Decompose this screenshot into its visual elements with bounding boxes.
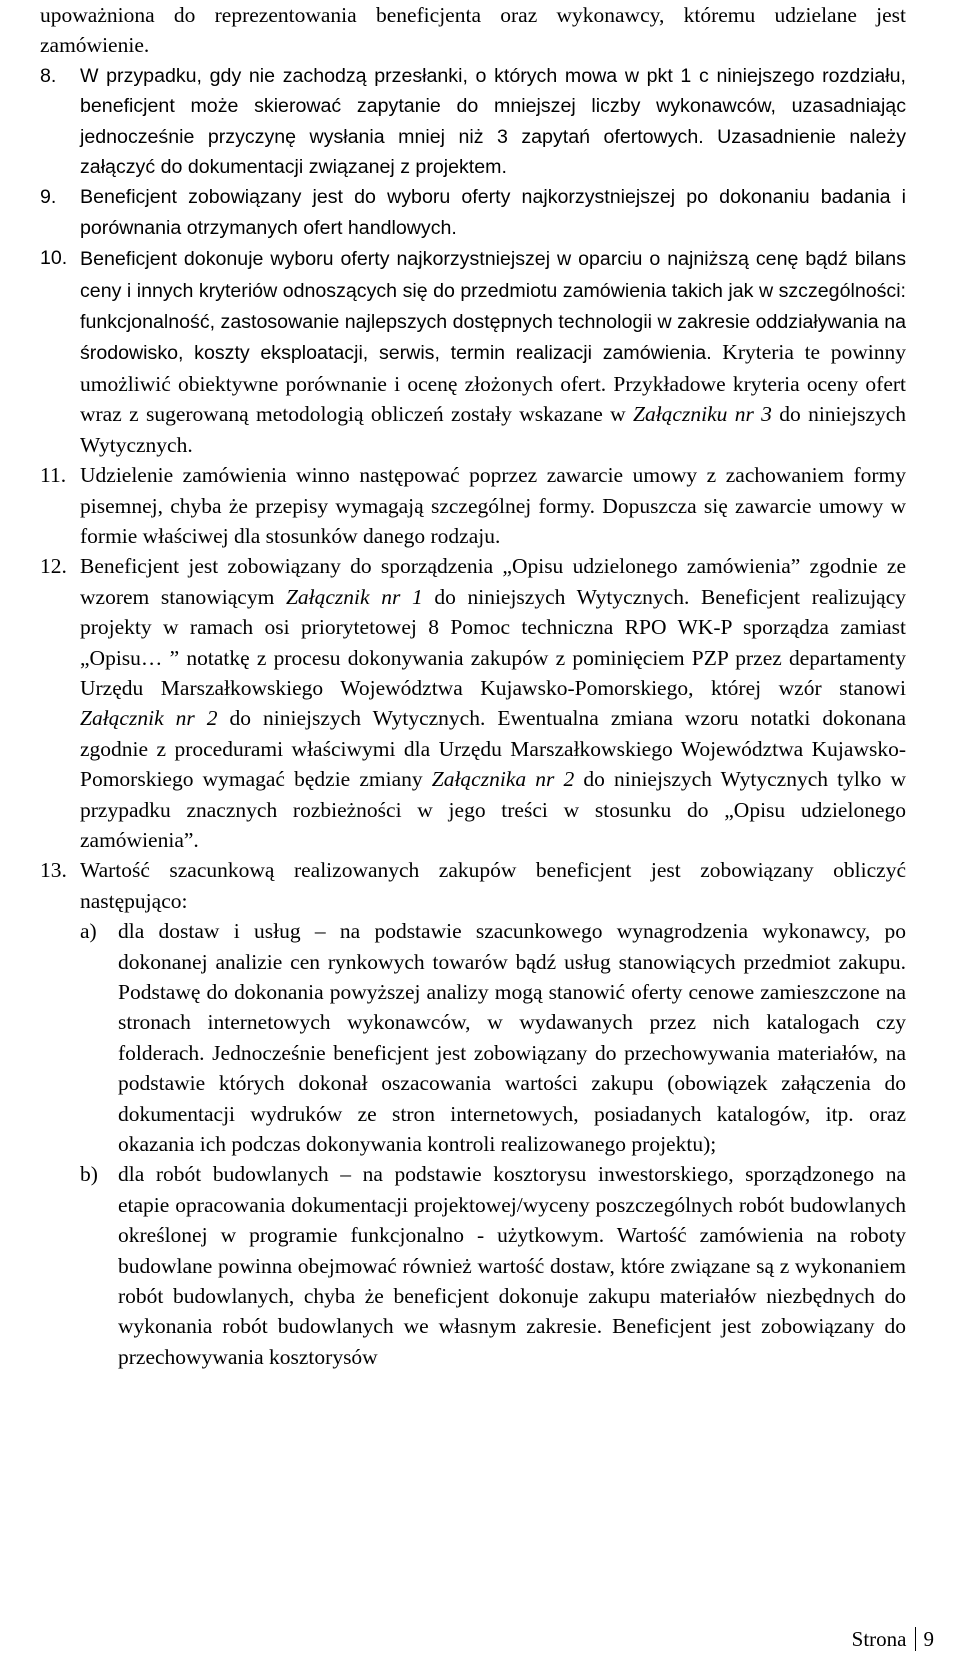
item-text: Beneficjent zobowiązany jest do wyboru oferty najkorzystniejszej po dokonaniu badania i porównania otrzymanych ofert handlowych.	[80, 186, 906, 239]
item-text-part: Kryteria te powinny umożliwić obiektywne porównanie i ocenę złożonych ofert. Przykładowe kryteria oceny ofert wraz z sugerowaną metodologią obliczeń zostały wskazane w	[80, 340, 906, 427]
sub-item-label: b)	[80, 1162, 98, 1187]
item-number: 12.	[40, 554, 67, 579]
item-text-part: Beneficjent dokonuje wyboru oferty najkorzystniejszej w oparciu o najniższą cenę bądź bilans ceny i innych kryteriów odnoszących się do przedmiotu zamówienia takich jak w szczególności: funkcjonalność, zastosowanie najlepszych dostępnych technologii w zakresie oddziaływania na środowisko, koszty eksploatacji, serwis, termin realizacji zamówienia.	[80, 248, 906, 365]
item-text-part: Beneficjent jest zobowiązany do sporządzenia „Opisu udzielonego zamówienia” zgodnie ze wzorem stanowiącym	[80, 554, 906, 609]
sub-item-b	[80, 1159, 906, 1372]
item-text-part: do niniejszych Wytycznych. Beneficjent realizujący projekty w ramach osi priorytetowej 8 Pomoc techniczna RPO WK-P sporządza zamiast „Opisu… ” notatkę z procesu dokonywania zakupów z pominięciem PZP przez departamenty Urzędu Marszałkowskiego Województwa Kujawsko-Pomorskiego, której wzór stanowi	[80, 584, 907, 700]
list-item-8	[40, 61, 906, 183]
footer-separator	[915, 1627, 916, 1651]
item-text: W przypadku, gdy nie zachodzą przesłanki, o których mowa w pkt 1 c niniejszego rozdziału, beneficjent może skierować zapytanie do mniejszej liczby wykonawców, uzasadniając jednocześnie przyczynę wysłania mniej niż 3 zapytań ofertowych. Uzasadnienie należy załączyć do dokumentacji związanej z projektem.	[80, 64, 906, 179]
sub-item-text: dla robót budowlanych – na podstawie kosztorysu inwestorskiego, sporządzonego na etapie opracowania dokumentacji projektowej/wyceny poszczególnych robót budowlanych określonej w programie funkcjonalno - użytkowym. Wartość zamówienia na roboty budowlane powinna obejmować również wartość dostaw, które związane są z wykonaniem robót budowlanych, chyba że beneficjent dokonuje zakupu materiałów niezbędnych do wykonania robót budowlanych we własnym zakresie. Beneficjent jest zobowiązany do przechowywania kosztorysów	[118, 1162, 906, 1369]
attachment-reference: Załącznik nr 1	[285, 584, 423, 609]
item-number: 11.	[40, 463, 67, 488]
item-number: 8.	[40, 64, 57, 87]
item-number: 9.	[40, 186, 57, 209]
list-item-13	[40, 855, 906, 916]
list-item-10	[40, 243, 906, 460]
item-text-part: do niniejszych Wytycznych tylko w przypadku znacznych rozbieżności w jego treści w stosunku do „Opisu udzielonego zamówienia”.	[80, 767, 906, 852]
item-text	[80, 243, 906, 460]
attachment-reference: Załącznika nr 2	[431, 767, 575, 792]
sub-item-a	[80, 916, 906, 1159]
page-number: 9	[923, 1627, 934, 1651]
page-label: Strona	[851, 1627, 907, 1651]
item-text-part: do niniejszych Wytycznych.	[80, 402, 906, 457]
sub-item-text: dla dostaw i usług – na podstawie szacunkowego wynagrodzenia wykonawcy, po dokonanej analizie cen rynkowych towarów bądź usług stanowiących przedmiot zakupu. Podstawę do dokonania powyższej analizy mogą stanowić oferty cenowe zamieszczone na stronach internetowych wykonawców, w wydawanych przez nich katalogach czy folderach. Jednocześnie beneficjent jest zobowiązany do przechowywania materiałów, na podstawie których dokonał oszacowania wartości zakupu (obowiązek załączenia do dokumentacji wydruków ze stron internetowych, posiadanych katalogów, itp. oraz okazania ich podczas dokonywania kontroli realizowanego projektu);	[118, 919, 906, 1157]
item-number: 10.	[40, 247, 68, 270]
attachment-reference: Załączniku nr 3	[633, 402, 772, 427]
item-text-part: do niniejszych Wytycznych. Ewentualna zmiana wzoru notatki dokonana zgodnie z procedurami właściwymi dla Urzędu Marszałkowskiego Województwa Kujawsko-Pomorskiego wymagać będzie zmiany	[80, 706, 906, 792]
item-text	[80, 551, 906, 855]
list-item-9	[40, 182, 906, 243]
list-item-12	[40, 551, 906, 855]
item-text: Udzielenie zamówienia winno następować poprzez zawarcie umowy z zachowaniem formy pisemnej, chyba że przepisy wymagają szczególnej formy. Dopuszcza się zawarcie umowy w formie właściwej dla stosunków danego rodzaju.	[80, 463, 906, 548]
item-text: Wartość szacunkową realizowanych zakupów beneficjent jest zobowiązany obliczyć następująco:	[80, 858, 906, 913]
sub-item-label: a)	[80, 919, 97, 944]
attachment-reference: Załącznik nr 2	[80, 706, 218, 731]
continuation-paragraph: upoważniona do reprezentowania beneficjenta oraz wykonawcy, któremu udzielane jest zamówienie.	[40, 3, 906, 58]
document-body	[40, 0, 906, 1372]
page-footer	[852, 1625, 934, 1653]
list-item-11	[40, 460, 906, 551]
item-number: 13.	[40, 858, 67, 883]
